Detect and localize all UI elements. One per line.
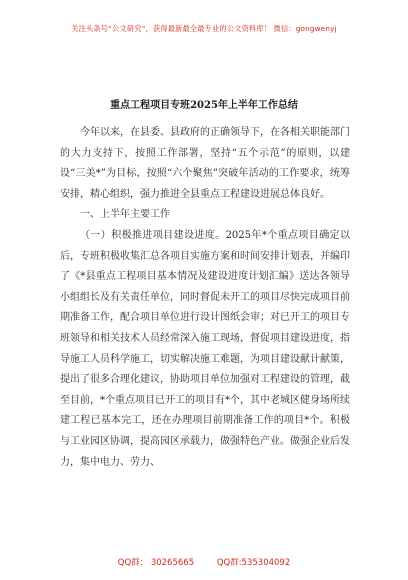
document-body — [60, 123, 350, 473]
intro-paragraph: 今年以来，在县委、县政府的正确领导下，在各相关职能部门的大力支持下，按照工作部署，坚持“五个示范”的原则，以建设“三美*”为目标，按照“六个聚焦”突破年活动的工作要求，统筹安排，精心组织，强力推进全县重点工程建设进展总体良好。 — [60, 127, 350, 200]
header-banner: 关注头条号“公文研究”，获得最新最全最专业的公文资料库！ 微信：gongwenyj — [71, 24, 337, 33]
footer-qq-group-2: QQ群:535304092 — [216, 558, 291, 568]
footer-contacts — [0, 556, 408, 568]
document-title: 重点工程项目专班2025年上半年工作总结 — [110, 100, 298, 111]
section-heading: 一、上半年主要工作 — [80, 209, 170, 221]
section-paragraph: （一）积极推进项目建设进度。2025年*个重点项目确定以后，专班积极收集汇总各项目实施方案和时间安排计划表，并编印了《*县重点工程项目基本情况及建设进度计划汇编》送达各领导小组组长及有关责任单位，同时督促未开工的项目尽快完成项目前期准备工作，配合项目单位进行设计图纸会审；对已开工的项目专班领导和相关技术人员经常深入施工现场，督促项目建设进度，指导施工人员科学施工，切实解决施工难题，为项目建设献计献策，提出了很多合理化建议，协助项目单位加强对工程建设的管理，截至目前，*个重点项目已开工的项目有*个，其中老城区健身场所续建工程已基本完工，还在办理项目前期准备工作的项目*个。积极与工业园区协调，提高园区承载力，做强特色产业。做强企业后发力，集中电力、劳力、 — [60, 229, 350, 468]
footer-qq-group-1: QQ群： 30265665 — [117, 558, 195, 568]
